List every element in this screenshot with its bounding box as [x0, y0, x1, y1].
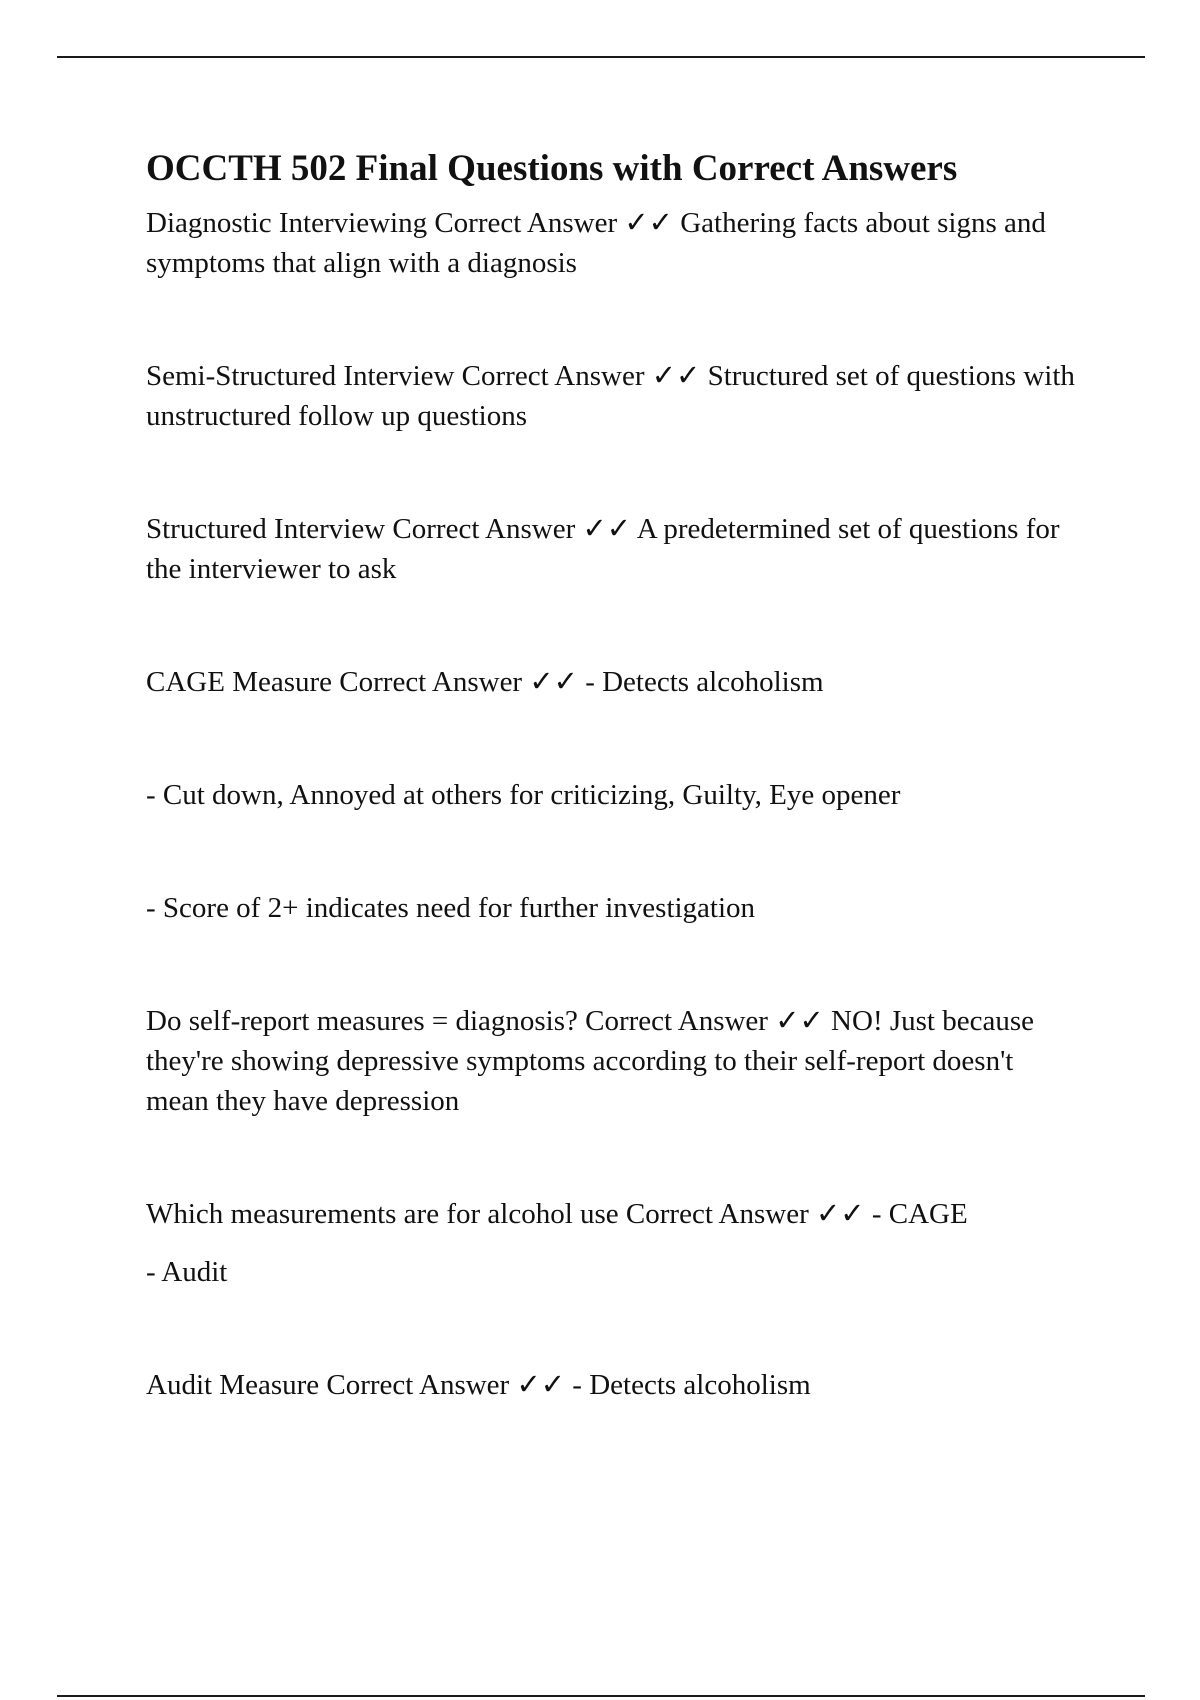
qa-semi-structured-interview: Semi-Structured Interview Correct Answer ✓✓ Structured set of questions with unstructured follow up questions: [146, 360, 1075, 432]
bottom-divider: [57, 1695, 1145, 1697]
qa-alcohol-measurements: Which measurements are for alcohol use Correct Answer ✓✓ - CAGE: [146, 1198, 968, 1230]
qa-diagnostic-interviewing: Diagnostic Interviewing Correct Answer ✓✓ Gathering facts about signs and symptoms that align with a diagnosis: [146, 207, 1046, 279]
qa-self-report-measures: Do self-report measures = diagnosis? Correct Answer ✓✓ NO! Just because they're showing depressive symptoms according to their self-report doesn't mean they have depression: [146, 1005, 1034, 1117]
alcohol-measurement-audit: - Audit: [146, 1256, 228, 1288]
qa-structured-interview: Structured Interview Correct Answer ✓✓ A predetermined set of questions for the interviewer to ask: [146, 513, 1060, 585]
top-divider: [57, 56, 1145, 58]
qa-cage-measure: CAGE Measure Correct Answer ✓✓ - Detects alcoholism: [146, 666, 824, 698]
cage-detail-acronym: - Cut down, Annoyed at others for criticizing, Guilty, Eye opener: [146, 779, 901, 811]
cage-detail-score: - Score of 2+ indicates need for further investigation: [146, 892, 756, 924]
document-body: [146, 143, 1076, 1405]
document-title: OCCTH 502 Final Questions with Correct Answers: [146, 148, 958, 189]
qa-audit-measure: Audit Measure Correct Answer ✓✓ - Detects alcoholism: [146, 1369, 811, 1401]
